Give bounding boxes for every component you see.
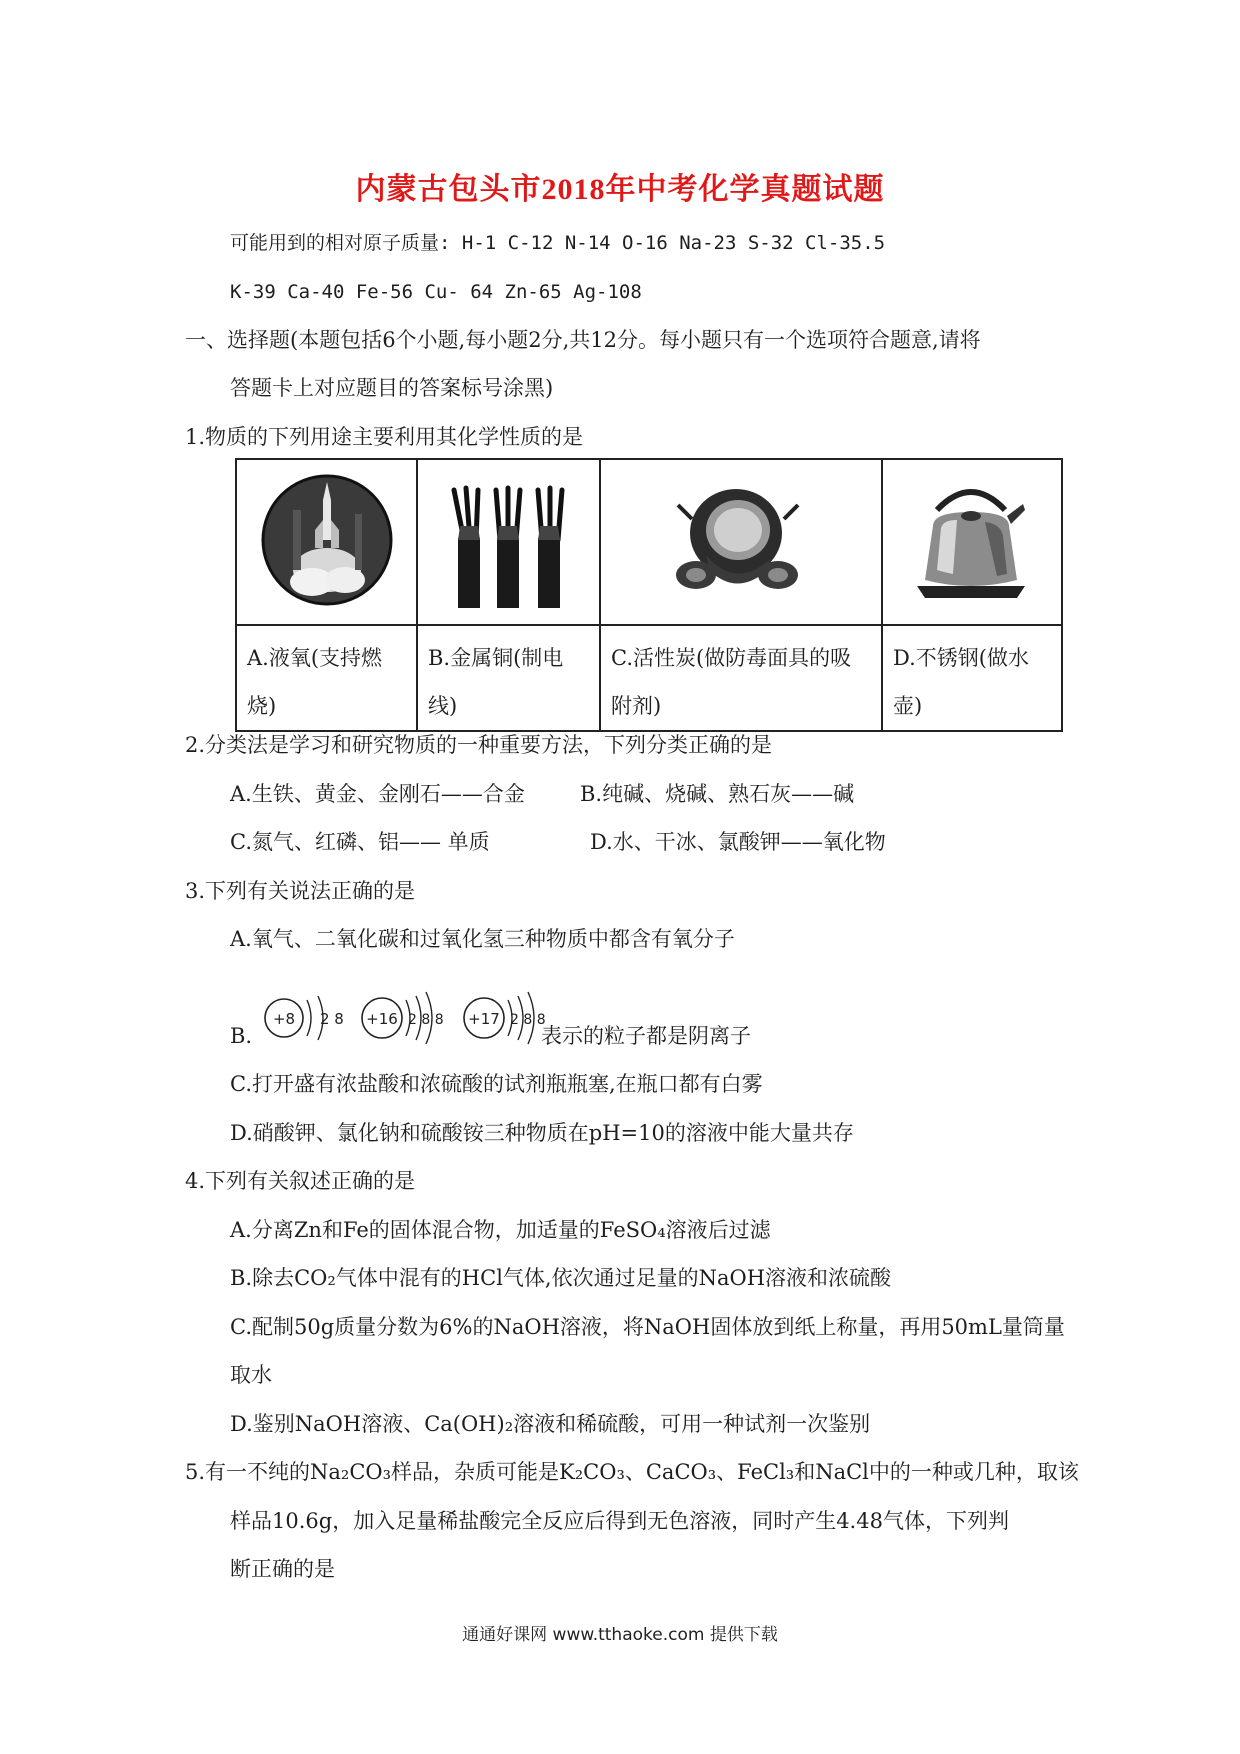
q1-stem: 1.物质的下列用途主要利用其化学性质的是 — [185, 425, 584, 449]
q1-option-d-line2: 壶) — [893, 694, 923, 718]
q1-option-b-line2: 线) — [428, 694, 458, 718]
atom-shells-1: 2 8 — [320, 1010, 344, 1028]
q1-option-a-line1: A.液氧(支持燃 — [247, 646, 383, 670]
q4-option-a: A.分离Zn和Fe的固体混合物，加适量的FeSO₄溶液后过滤 — [230, 1218, 771, 1242]
atom-shells-2: 2 8 8 — [408, 1012, 444, 1028]
q4-stem: 4.下列有关叙述正确的是 — [185, 1169, 416, 1193]
q5-stem-line2: 样品10.6g，加入足量稀盐酸完全反应后得到无色溶液，同时产生4.48气体，下列判 — [230, 1509, 1009, 1533]
q1-option-a — [236, 625, 417, 731]
q1-image-cell-a — [236, 459, 417, 625]
gas-mask-image — [666, 475, 816, 605]
q3-option-b-text: 表示的粒子都是阴离子 — [541, 1024, 751, 1048]
q1-option-c-line1: C.活性炭(做防毒面具的吸 — [611, 646, 852, 670]
atom-nucleus-3: +17 — [468, 1010, 500, 1028]
atom-shells-3: 2 8 8 — [510, 1012, 546, 1028]
atomic-mass-line-2: K-39 Ca-40 Fe-56 Cu- 64 Zn-65 Ag-108 — [230, 281, 642, 303]
rocket-launch-image — [257, 470, 397, 610]
atom-oxygen — [265, 996, 344, 1040]
q1-option-d — [882, 625, 1062, 731]
q1-option-b — [417, 625, 600, 731]
q5-stem-line3: 断正确的是 — [230, 1557, 335, 1581]
q1-option-c-line2: 附剂) — [611, 694, 662, 718]
q3-option-a: A.氧气、二氧化碳和过氧化氢三种物质中都含有氧分子 — [230, 927, 735, 951]
q1-image-cell-d — [882, 459, 1062, 625]
q2-option-a: A.生铁、黄金、金刚石——合金 — [230, 782, 525, 806]
q2-option-d: D.水、干冰、氯酸钾——氧化物 — [590, 830, 886, 854]
q1-option-b-line1: B.金属铜(制电 — [428, 646, 564, 670]
section-heading-line-1: 一、选择题(本题包括6个小题,每小题2分,共12分。每小题只有一个选项符合题意,请将 — [185, 328, 981, 352]
q4-option-b: B.除去CO₂气体中混有的HCl气体,依次通过足量的NaOH溶液和浓硫酸 — [230, 1266, 892, 1290]
q2-stem: 2.分类法是学习和研究物质的一种重要方法，下列分类正确的是 — [185, 733, 773, 757]
atom-sulfur — [362, 992, 444, 1044]
kettle-image — [907, 470, 1037, 610]
q1-option-a-line2: 烧) — [247, 694, 277, 718]
q4-option-c-line1: C.配制50g质量分数为6%的NaOH溶液，将NaOH固体放到纸上称量，再用50mL量筒量 — [230, 1315, 1065, 1339]
atom-chlorine — [464, 992, 546, 1044]
q3-option-d: D.硝酸钾、氯化钠和硫酸铵三种物质在pH=10的溶液中能大量共存 — [230, 1121, 854, 1145]
q1-image-cell-c — [600, 459, 882, 625]
q1-options-table — [235, 458, 1063, 732]
q2-option-c: C.氮气、红磷、铝—— 单质 — [230, 830, 490, 854]
q3-option-b-label: B. — [230, 1024, 253, 1048]
footer-credit: 通通好课网 www.tthaoke.com 提供下载 — [462, 1625, 778, 1645]
section-heading-line-2: 答题卡上对应题目的答案标号涂黑) — [230, 376, 554, 400]
q1-option-d-line1: D.不锈钢(做水 — [893, 646, 1029, 670]
atom-structure-diagrams — [262, 988, 547, 1048]
q3-stem: 3.下列有关说法正确的是 — [185, 879, 416, 903]
q1-option-c — [600, 625, 882, 731]
q3-option-c: C.打开盛有浓盐酸和浓硫酸的试剂瓶瓶塞,在瓶口都有白雾 — [230, 1072, 763, 1096]
q2-option-b: B.纯碱、烧碱、熟石灰——碱 — [580, 782, 855, 806]
q4-option-c-line2: 取水 — [230, 1363, 272, 1387]
atom-nucleus-2: +16 — [366, 1010, 398, 1028]
page-title: 内蒙古包头市2018年中考化学真题试题 — [355, 173, 885, 206]
q4-option-d: D.鉴别NaOH溶液、Ca(OH)₂溶液和稀硫酸，可用一种试剂一次鉴别 — [230, 1412, 871, 1436]
copper-wire-image — [434, 470, 584, 610]
atomic-mass-line-1: 可能用到的相对原子质量: H-1 C-12 N-14 O-16 Na-23 S-32 Cl-35.5 — [230, 232, 886, 254]
q5-stem-line1: 5.有一不纯的Na₂CO₃样品，杂质可能是K₂CO₃、CaCO₃、FeCl₃和NaCl中的一种或几种，取该 — [185, 1460, 1079, 1484]
atom-nucleus-1: +8 — [272, 1010, 296, 1028]
q1-image-cell-b — [417, 459, 600, 625]
